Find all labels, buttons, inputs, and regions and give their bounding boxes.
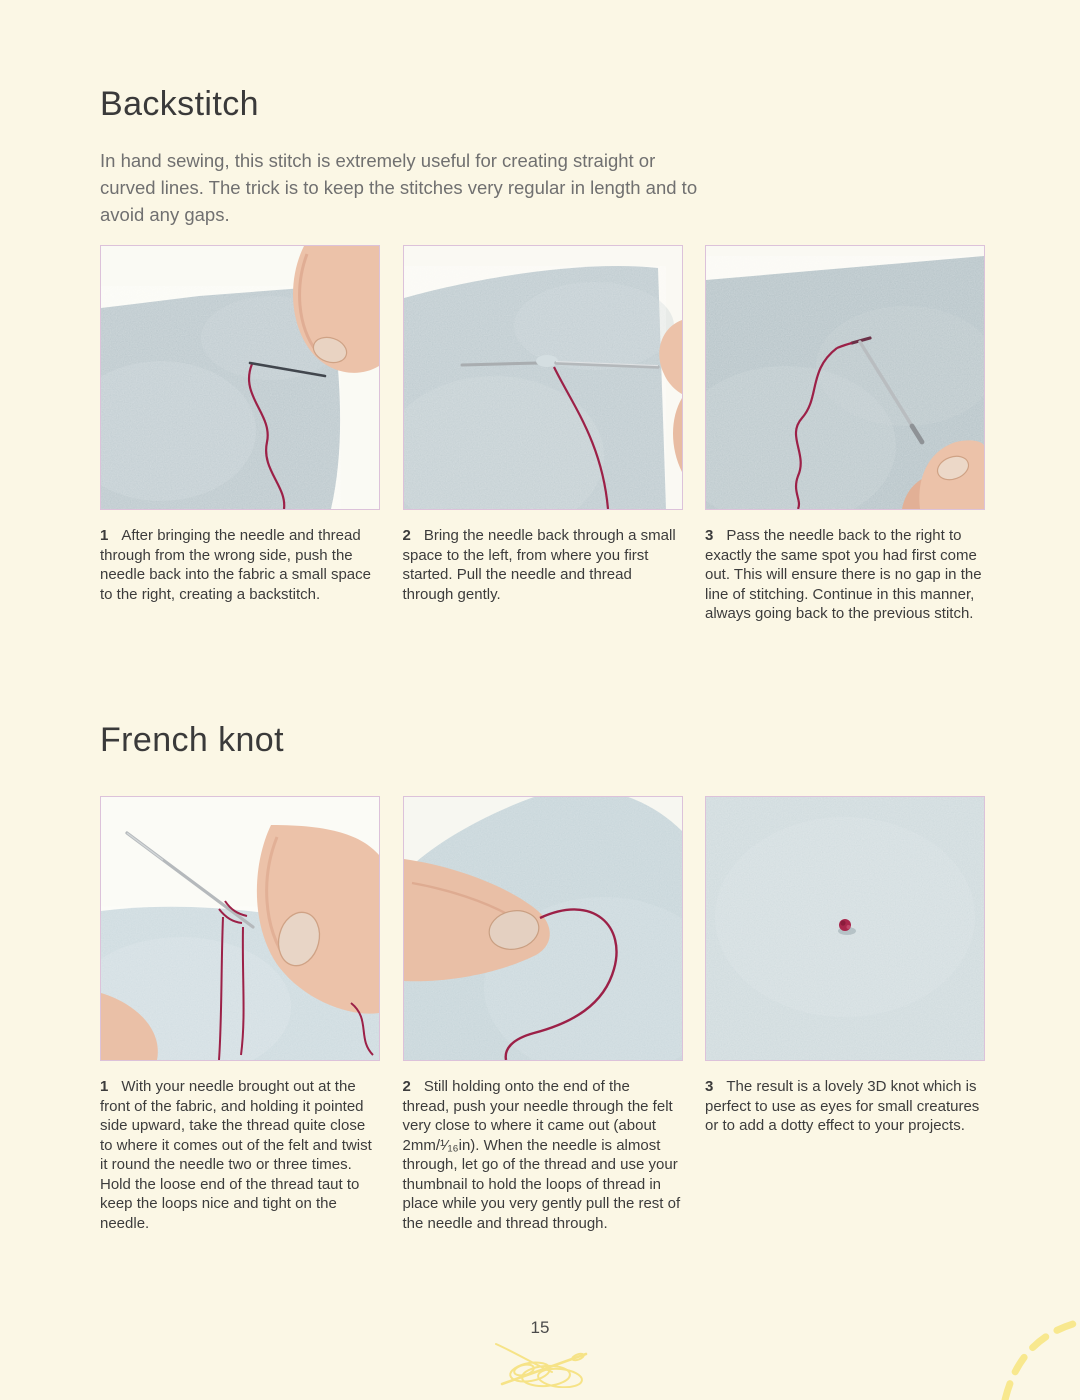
- step-caption: [403, 526, 681, 624]
- step-text: Still holding onto the end of the thread, push your needle through the felt very close to where it came out (about 2mm/¹⁄₁₆in). When the needle is almost through, let go of the thread and use your thumbnail to hold the loops of thread in place while you very gently pull the rest of the needle and thread through.: [402, 1078, 681, 1232]
- frenchknot-photo-row: [100, 796, 984, 1061]
- step-number: 1: [100, 527, 109, 544]
- step-text: With your needle brought out at the front of the fabric, and holding it pointed side upward, take the thread quite close to where it comes out of the felt and twist it round the needle two or three times. Hold the loose end of the thread taut to keep the loops nice and tight on the needle.: [100, 1078, 372, 1232]
- photo-backstitch-step-1: [100, 245, 380, 510]
- page-number: 15: [530, 1318, 550, 1337]
- step-caption: [705, 1077, 983, 1233]
- fabric-pinch: [536, 355, 558, 367]
- backstitch-step3-illustration: [706, 246, 984, 509]
- frenchknot-step3-illustration: [706, 797, 984, 1060]
- section-title-french-knot: French knot: [100, 721, 284, 759]
- photo-frenchknot-step-2: [403, 796, 683, 1061]
- step-caption: [100, 526, 378, 624]
- backstitch-step1-illustration: [101, 246, 379, 509]
- step-text: Pass the needle back to the right to exactly the same spot you had first come out. This will ensure there is no gap in the line of stitching. Continue in this manner, always going back to the previous stitch.: [705, 527, 982, 622]
- backstitch-step2-illustration: [404, 246, 682, 509]
- step-number: 2: [402, 1078, 411, 1095]
- photo-frenchknot-step-1: [100, 796, 380, 1061]
- page-content: [100, 0, 984, 1233]
- photo-frenchknot-step-3: [705, 796, 985, 1061]
- dashed-stitch-decoration-icon: [985, 1300, 1080, 1400]
- backstitch-captions: [100, 526, 984, 624]
- step-text: After bringing the needle and thread through from the wrong side, push the needle back into the fabric a small space to the right, creating a backstitch.: [100, 527, 371, 603]
- step-number: 3: [705, 1078, 714, 1095]
- step-number: 3: [705, 527, 714, 544]
- frenchknot-step2-illustration: [404, 797, 682, 1060]
- frenchknot-step1-illustration: [101, 797, 379, 1060]
- backstitch-photo-row: [100, 245, 984, 510]
- photo-backstitch-step-3: [705, 245, 985, 510]
- step-number: 1: [100, 1078, 109, 1095]
- step-text: Bring the needle back through a small space to the left, from where you first started. Pull the needle and thread through gently.: [402, 527, 676, 603]
- step-caption: [100, 1077, 378, 1233]
- felt-fabric: [404, 266, 674, 509]
- step-caption: [403, 1077, 681, 1233]
- step-caption: [705, 526, 983, 624]
- frenchknot-captions: [100, 1077, 984, 1233]
- step-text: The result is a lovely 3D knot which is perfect to use as eyes for small creatures or to add a dotty effect to your projects.: [705, 1078, 980, 1134]
- step-number: 2: [402, 527, 411, 544]
- floss-and-needle-icon: [494, 1342, 594, 1388]
- section-title-backstitch: Backstitch: [100, 85, 259, 123]
- photo-backstitch-step-2: [403, 245, 683, 510]
- section-intro: In hand sewing, this stitch is extremely useful for creating straight or curved lines. The trick is to keep the stitches very regular in length and to avoid any gaps.: [100, 150, 698, 225]
